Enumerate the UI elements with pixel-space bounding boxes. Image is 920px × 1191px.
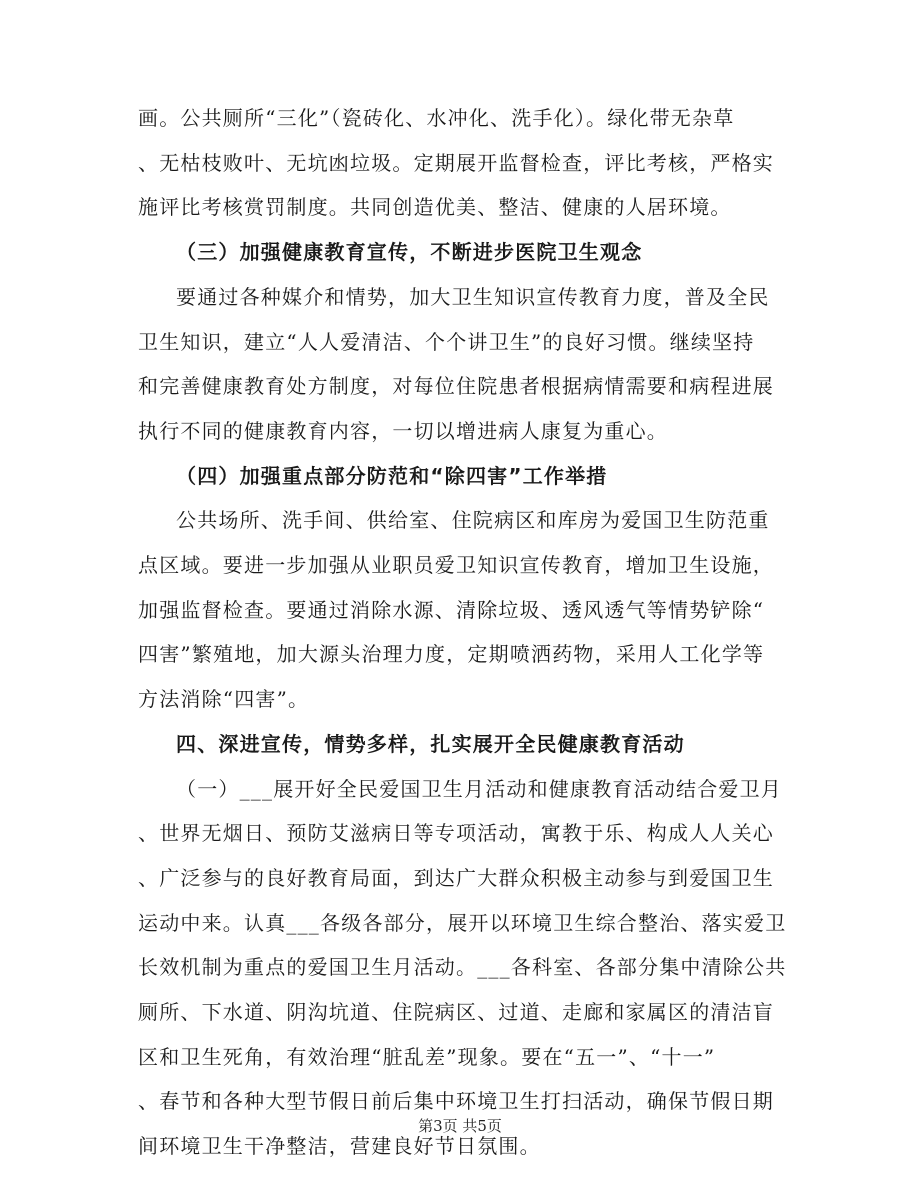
paragraph-line: 、无枯枝败叶、无坑凼垃圾。定期展开监督检查，评比考核，严格实 [138, 150, 774, 175]
paragraph-line: 加强监督检查。要通过消除水源、清除垃圾、透风透气等情势铲除“ [138, 597, 765, 622]
paragraph-line: 、世界无烟日、预防艾滋病日等专项活动，寓教于乐、构成人人关心 [138, 821, 774, 846]
paragraph-line: 施评比考核赏罚制度。共同创造优美、整洁、健康的人居环境。 [138, 195, 732, 220]
paragraph-line: 画。公共厕所“三化”（瓷砖化、水冲化、洗手化）。绿化带无杂草 [138, 106, 735, 130]
paragraph-line: 要通过各种媒介和情势，加大卫生知识宣传教育力度，普及全民 [176, 284, 770, 309]
paragraph-line: 间环境卫生干净整洁，营建良好节日氛围。 [138, 1134, 541, 1159]
paragraph-line: 区和卫生死角，有效治理“脏乱差”现象。要在“五一”、“十一” [138, 1044, 716, 1069]
section-heading: （四）加强重点部分防范和“除四害”工作举措 [176, 463, 608, 488]
paragraph-line: 方法消除“四害”。 [138, 687, 310, 712]
section-heading: 四、深进宣传，情势多样，扎实展开全民健康教育活动 [176, 731, 685, 756]
paragraph-line: 和完善健康教育处方制度，对每位住院患者根据病情需要和病程进展 [138, 374, 774, 399]
paragraph-line: 执行不同的健康教育内容，一切以增进病人康复为重心。 [138, 418, 668, 443]
paragraph-line: 运动中来。认真___各级各部分，展开以环境卫生综合整治、落实爱卫 [138, 910, 787, 935]
page-footer: 第3页 共5页 [418, 1117, 502, 1135]
paragraph-line: （一）___展开好全民爱国卫生月活动和健康教育活动结合爱卫月 [176, 776, 782, 801]
paragraph-line: 点区域。要进一步加强从业职员爱卫知识宣传教育，增加卫生设施， [138, 553, 774, 577]
paragraph-line: 长效机制为重点的爱国卫生月活动。___各科室、各部分集中清除公共 [138, 955, 787, 980]
paragraph-line: 四害”繁殖地，加大源头治理力度，定期喷洒药物，采用人工化学等 [138, 642, 765, 667]
paragraph-line: 卫生知识，建立“人人爱清洁、个个讲卫生”的良好习惯。继续坚持 [138, 329, 755, 354]
paragraph-line: 公共场所、洗手间、供给室、住院病区和库房为爱国卫生防范重 [176, 508, 770, 533]
paragraph-line: 、春节和各种大型节假日前后集中环境卫生打扫活动，确保节假日期 [138, 1089, 774, 1114]
paragraph-line: 厕所、下水道、阴沟坑道、住院病区、过道、走廊和家属区的清洁盲 [138, 1000, 774, 1024]
paragraph-line: 、广泛参与的良好教育局面，到达广大群众积极主动参与到爱国卫生 [138, 865, 774, 890]
section-heading: （三）加强健康教育宣传，不断进步医院卫生观念 [176, 240, 643, 265]
